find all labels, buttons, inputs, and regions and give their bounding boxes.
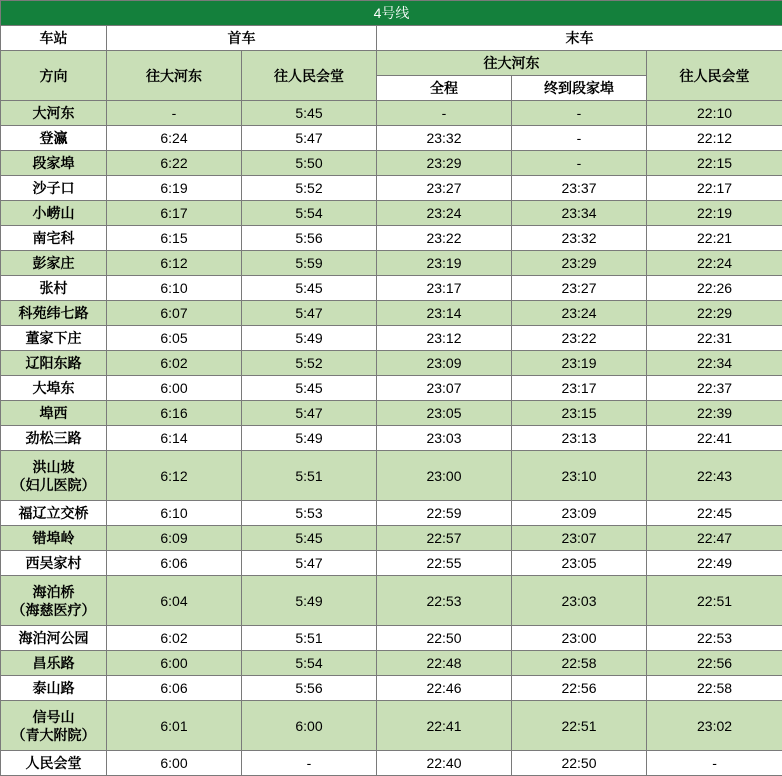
first-to-renminhuitang-time: 5:47: [242, 301, 377, 326]
last-full-route-time: 22:53: [377, 576, 512, 626]
first-to-dahedong-time: 6:17: [107, 201, 242, 226]
last-to-renminhuitang-time: 22:15: [647, 151, 782, 176]
station-name: [1, 351, 107, 376]
last-full-route-time: 23:27: [377, 176, 512, 201]
last-to-duanjiabu-time: 23:29: [512, 251, 647, 276]
last-to-renminhuitang-time: 22:10: [647, 101, 782, 126]
first-to-renminhuitang-time: 5:59: [242, 251, 377, 276]
table-row: [1, 101, 782, 126]
station-name: [1, 626, 107, 651]
last-to-renminhuitang-time: 22:53: [647, 626, 782, 651]
station-name: [1, 326, 107, 351]
station-name: [1, 526, 107, 551]
last-to-duanjiabu-time: 23:03: [512, 576, 647, 626]
last-to-renminhuitang-time: 22:31: [647, 326, 782, 351]
last-to-renminhuitang-time: 22:39: [647, 401, 782, 426]
table-row: [1, 451, 782, 501]
first-to-renminhuitang-time: 5:52: [242, 351, 377, 376]
first-to-renminhuitang-time: 5:47: [242, 401, 377, 426]
station-name-line: 信号山: [32, 708, 75, 725]
last-to-renminhuitang-header: 往人民会堂: [647, 51, 782, 101]
last-to-duanjiabu-time: 23:09: [512, 501, 647, 526]
last-to-renminhuitang-time: 22:49: [647, 551, 782, 576]
station-name: [1, 176, 107, 201]
last-to-renminhuitang-time: 22:37: [647, 376, 782, 401]
last-to-dahedong-header: 往大河东: [377, 51, 647, 76]
first-to-renminhuitang-time: 5:47: [242, 551, 377, 576]
station-name-line: 张村: [39, 280, 68, 296]
last-to-duanjiabu-time: -: [512, 151, 647, 176]
first-to-renminhuitang-time: 5:54: [242, 651, 377, 676]
first-to-dahedong-time: 6:01: [107, 701, 242, 751]
first-to-dahedong-time: 6:12: [107, 451, 242, 501]
last-full-route-time: 23:03: [377, 426, 512, 451]
last-to-renminhuitang-time: 22:51: [647, 576, 782, 626]
first-to-renminhuitang-time: 5:45: [242, 526, 377, 551]
table-row: [1, 501, 782, 526]
first-to-dahedong-time: -: [107, 101, 242, 126]
station-name-line: 劲松三路: [25, 430, 82, 446]
table-row: [1, 576, 782, 626]
station-name-line: 段家埠: [32, 155, 75, 171]
table-row: [1, 426, 782, 451]
first-to-dahedong-time: 6:24: [107, 126, 242, 151]
last-full-route-time: 22:55: [377, 551, 512, 576]
last-to-duanjiabu-time: 23:13: [512, 426, 647, 451]
first-to-dahedong-time: 6:07: [107, 301, 242, 326]
first-to-dahedong-time: 6:15: [107, 226, 242, 251]
first-to-renminhuitang-header: 往人民会堂: [242, 51, 377, 101]
last-full-route-time: 23:05: [377, 401, 512, 426]
first-to-renminhuitang-time: 5:49: [242, 426, 377, 451]
first-to-dahedong-time: 6:06: [107, 551, 242, 576]
station-name: [1, 376, 107, 401]
station-name-line: 大河东: [32, 105, 75, 121]
station-name: [1, 151, 107, 176]
table-row: [1, 126, 782, 151]
table-row: [1, 651, 782, 676]
first-to-dahedong-time: 6:10: [107, 276, 242, 301]
table-row: [1, 201, 782, 226]
first-train-header: 首车: [107, 26, 377, 51]
first-to-dahedong-time: 6:14: [107, 426, 242, 451]
last-to-duanjiabu-time: 22:58: [512, 651, 647, 676]
station-name: [1, 226, 107, 251]
station-name-subline: （海慈医疗）: [11, 601, 96, 618]
last-full-route-time: 23:09: [377, 351, 512, 376]
first-to-dahedong-time: 6:02: [107, 626, 242, 651]
station-name: [1, 426, 107, 451]
last-full-route-time: 23:29: [377, 151, 512, 176]
last-to-duanjiabu-time: 23:15: [512, 401, 647, 426]
first-to-dahedong-time: 6:00: [107, 651, 242, 676]
first-to-renminhuitang-time: 5:45: [242, 376, 377, 401]
station-name: [1, 576, 107, 626]
table-row: [1, 151, 782, 176]
station-name-line: 昌乐路: [32, 655, 75, 671]
first-to-renminhuitang-time: 5:56: [242, 676, 377, 701]
station-name: [1, 251, 107, 276]
station-name: [1, 101, 107, 126]
last-to-renminhuitang-time: 22:29: [647, 301, 782, 326]
first-to-renminhuitang-time: 5:49: [242, 326, 377, 351]
table-row: [1, 551, 782, 576]
table-row: [1, 301, 782, 326]
last-to-duanjiabu-time: 23:24: [512, 301, 647, 326]
first-to-dahedong-time: 6:04: [107, 576, 242, 626]
first-to-dahedong-time: 6:06: [107, 676, 242, 701]
first-to-dahedong-time: 6:05: [107, 326, 242, 351]
first-to-dahedong-time: 6:22: [107, 151, 242, 176]
last-to-duanjiabu-time: 22:50: [512, 751, 647, 776]
station-name-line: 登瀛: [39, 130, 68, 146]
station-name: [1, 301, 107, 326]
station-name: [1, 701, 107, 751]
last-to-duanjiabu-time: -: [512, 126, 647, 151]
last-full-route-time: -: [377, 101, 512, 126]
table-row: [1, 701, 782, 751]
first-to-dahedong-time: 6:12: [107, 251, 242, 276]
station-name: [1, 651, 107, 676]
first-to-dahedong-header: 往大河东: [107, 51, 242, 101]
last-to-duanjiabu-time: 22:51: [512, 701, 647, 751]
first-to-renminhuitang-time: 5:51: [242, 451, 377, 501]
station-name-line: 西吴家村: [25, 555, 82, 571]
station-name: [1, 751, 107, 776]
station-name-subline: （妇儿医院）: [11, 476, 96, 493]
station-name-line: 海泊桥: [32, 583, 75, 600]
last-to-duanjiabu-time: 23:07: [512, 526, 647, 551]
station-name: [1, 201, 107, 226]
last-full-route-time: 22:41: [377, 701, 512, 751]
first-to-renminhuitang-time: 5:56: [242, 226, 377, 251]
station-name: [1, 401, 107, 426]
table-row: [1, 351, 782, 376]
first-to-dahedong-time: 6:19: [107, 176, 242, 201]
last-to-renminhuitang-time: 22:21: [647, 226, 782, 251]
last-full-route-time: 22:48: [377, 651, 512, 676]
last-full-route-time: 23:00: [377, 451, 512, 501]
station-name: [1, 551, 107, 576]
table-row: [1, 176, 782, 201]
last-to-renminhuitang-time: 22:12: [647, 126, 782, 151]
station-name: [1, 451, 107, 501]
table-row: [1, 376, 782, 401]
last-full-route-time: 22:40: [377, 751, 512, 776]
last-full-route-time: 23:24: [377, 201, 512, 226]
station-name-line: 洪山坡: [32, 458, 75, 475]
first-to-dahedong-time: 6:02: [107, 351, 242, 376]
station-name: [1, 676, 107, 701]
line-title: 4号线: [1, 1, 782, 26]
last-full-route-time: 23:19: [377, 251, 512, 276]
table-row: [1, 226, 782, 251]
last-full-route-time: 23:22: [377, 226, 512, 251]
last-to-duanjiabu-time: -: [512, 101, 647, 126]
last-to-renminhuitang-time: 22:47: [647, 526, 782, 551]
last-to-renminhuitang-time: 22:56: [647, 651, 782, 676]
last-full-route-time: 23:17: [377, 276, 512, 301]
last-to-renminhuitang-time: 22:26: [647, 276, 782, 301]
last-full-route-time: 22:50: [377, 626, 512, 651]
station-name-line: 南宅科: [32, 230, 75, 246]
last-to-duanjiabu-time: 23:05: [512, 551, 647, 576]
first-to-dahedong-time: 6:00: [107, 376, 242, 401]
station-name-line: 科苑纬七路: [18, 305, 89, 321]
last-to-duanjiabu-time: 23:27: [512, 276, 647, 301]
station-name-line: 海泊河公园: [18, 630, 89, 646]
first-to-renminhuitang-time: 5:45: [242, 101, 377, 126]
last-to-duanjiabu-time: 23:00: [512, 626, 647, 651]
last-full-route-time: 23:32: [377, 126, 512, 151]
station-name-subline: （青大附院）: [11, 726, 96, 743]
last-to-duanjiabu-time: 23:37: [512, 176, 647, 201]
station-name-line: 人民会堂: [25, 755, 82, 771]
first-to-renminhuitang-time: 5:45: [242, 276, 377, 301]
first-to-renminhuitang-time: 5:54: [242, 201, 377, 226]
table-row: [1, 276, 782, 301]
station-name-line: 辽阳东路: [25, 355, 82, 371]
station-name-line: 彭家庄: [32, 255, 75, 271]
last-full-route-time: 22:46: [377, 676, 512, 701]
first-to-renminhuitang-time: 5:47: [242, 126, 377, 151]
last-full-route-time: 22:59: [377, 501, 512, 526]
last-to-duanjiabu-time: 23:17: [512, 376, 647, 401]
first-to-renminhuitang-time: -: [242, 751, 377, 776]
last-to-duanjiabu-time: 23:34: [512, 201, 647, 226]
first-to-renminhuitang-time: 5:51: [242, 626, 377, 651]
last-to-renminhuitang-time: 22:41: [647, 426, 782, 451]
first-to-dahedong-time: 6:00: [107, 751, 242, 776]
last-to-duanjiabu-time: 23:19: [512, 351, 647, 376]
last-train-header: 末车: [377, 26, 782, 51]
first-to-dahedong-time: 6:10: [107, 501, 242, 526]
first-to-renminhuitang-time: 5:52: [242, 176, 377, 201]
last-full-route-time: 23:14: [377, 301, 512, 326]
station-name: [1, 501, 107, 526]
table-row: [1, 626, 782, 651]
last-full-route-time: 23:12: [377, 326, 512, 351]
station-name-line: 错埠岭: [32, 530, 75, 546]
station-name-line: 福辽立交桥: [18, 505, 89, 521]
table-row: [1, 676, 782, 701]
station-name-line: 大埠东: [32, 380, 75, 396]
station-name-line: 董家下庄: [25, 330, 82, 346]
table-row: [1, 401, 782, 426]
last-to-renminhuitang-time: 22:24: [647, 251, 782, 276]
station-name-line: 埠西: [39, 405, 68, 421]
last-to-renminhuitang-time: -: [647, 751, 782, 776]
last-to-duanjiabu-time: 23:32: [512, 226, 647, 251]
table-row: [1, 751, 782, 776]
last-to-renminhuitang-time: 22:17: [647, 176, 782, 201]
to-duanjiabu-header: 终到段家埠: [512, 76, 647, 101]
last-to-renminhuitang-time: 22:58: [647, 676, 782, 701]
direction-header: 方向: [1, 51, 107, 101]
first-to-dahedong-time: 6:16: [107, 401, 242, 426]
last-to-renminhuitang-time: 22:45: [647, 501, 782, 526]
last-to-renminhuitang-time: 23:02: [647, 701, 782, 751]
timetable-body: [1, 101, 782, 776]
last-to-duanjiabu-time: 23:10: [512, 451, 647, 501]
station-name-line: 泰山路: [32, 680, 75, 696]
last-to-renminhuitang-time: 22:19: [647, 201, 782, 226]
last-to-duanjiabu-time: 22:56: [512, 676, 647, 701]
first-to-renminhuitang-time: 5:49: [242, 576, 377, 626]
first-to-renminhuitang-time: 5:50: [242, 151, 377, 176]
station-name: [1, 276, 107, 301]
station-name-line: 小崂山: [32, 205, 75, 221]
first-to-dahedong-time: 6:09: [107, 526, 242, 551]
first-to-renminhuitang-time: 6:00: [242, 701, 377, 751]
station-name-line: 沙子口: [32, 180, 75, 196]
last-to-duanjiabu-time: 23:22: [512, 326, 647, 351]
full-route-header: 全程: [377, 76, 512, 101]
table-row: [1, 326, 782, 351]
station-name: [1, 126, 107, 151]
table-row: [1, 526, 782, 551]
last-full-route-time: 22:57: [377, 526, 512, 551]
last-full-route-time: 23:07: [377, 376, 512, 401]
table-row: [1, 251, 782, 276]
first-to-renminhuitang-time: 5:53: [242, 501, 377, 526]
last-to-renminhuitang-time: 22:43: [647, 451, 782, 501]
station-header: 车站: [1, 26, 107, 51]
last-to-renminhuitang-time: 22:34: [647, 351, 782, 376]
